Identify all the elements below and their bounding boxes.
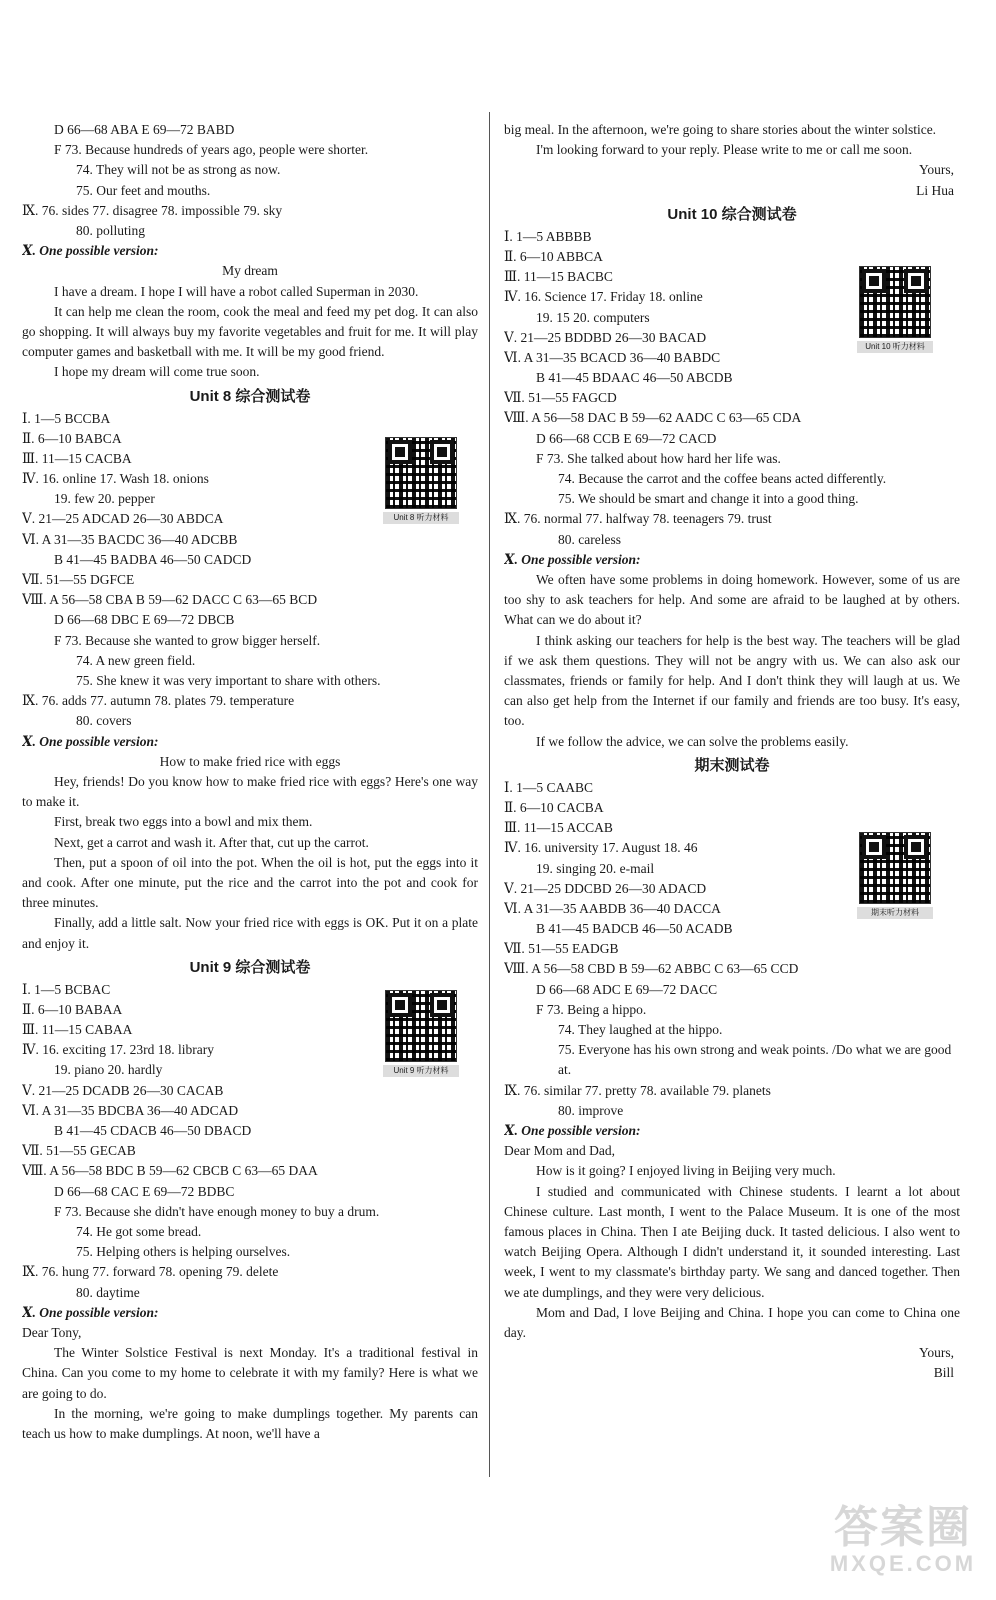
text-line: Then, put a spoon of oil into the pot. When the oil is hot, put the eggs into it and cook. After one minute, put the rice and the carrot into the pot and cook for three minutes. [22,854,478,911]
qr-caption: 期末听力材料 [857,907,933,919]
text-line: Ⅸ. 76. hung 77. forward 78. opening 79. delete [22,1264,279,1280]
text-line: Ⅱ. 6—10 ABBCA [504,248,603,264]
text-line: Ⅰ. 1—5 BCCBA [22,410,111,426]
text-line: Ⅴ. 21—25 DDCBD 26—30 ADACD [504,880,707,896]
text-line: Ⅷ. A 56—58 DAC B 59—62 AADC C 63—65 CDA [504,410,802,426]
text-line: Ⅳ. 16. Science 17. Friday 18. online [504,289,703,305]
text-line: I hope my dream will come true soon. [54,364,260,380]
text-line: D 66—68 ADC E 69—72 DACC [536,981,718,997]
text-line: 80. improve [558,1102,624,1118]
text-line: How to make fried rice with eggs [159,753,341,769]
text-line: Ⅴ. 21—25 DCADB 26—30 CACAB [22,1082,224,1098]
text-line: Dear Tony, [22,1324,82,1340]
text-line: F 73. Being a hippo. [536,1001,647,1017]
text-line: Ⅳ. 16. university 17. August 18. 46 [504,840,698,856]
text-line: 75. She knew it was very important to share with others. [76,672,381,688]
text-line: Next, get a carrot and wash it. After that, cut up the carrot. [54,834,369,850]
text-line: Ⅱ. 6—10 BABAA [22,1001,123,1017]
section-heading: Unit 9 综合测试卷 [189,958,311,976]
column-divider [489,112,490,1477]
text-line: We often have some problems in doing homework. However, some of us are too shy to ask teachers for help. And some are afraid to be laughed at by others. What can we do about it? [504,571,960,628]
text-line: 74. A new green field. [76,652,196,668]
text-line: 80. careless [558,531,621,547]
text-line: Ⅶ. 51—55 EADGB [504,941,619,957]
text-line: 80. covers [76,713,132,729]
qr-code-icon [859,266,931,338]
section-heading: Unit 10 综合测试卷 [667,205,797,223]
text-line: F 73. Because she didn't have enough money to buy a drum. [54,1203,380,1219]
text-line: Ⅰ. 1—5 ABBBB [504,228,592,244]
text-line: 75. We should be smart and change it into a good thing. [558,491,859,507]
text-line: Dear Mom and Dad, [504,1143,615,1159]
text-line: Ⅵ. A 31—35 BCACD 36—40 BABDC [504,349,721,365]
text-line: Ⅴ. 21—25 ADCAD 26—30 ABDCA [22,511,224,527]
text-line: B 41—45 BDAAC 46—50 ABCDB [536,370,733,386]
text-line: 74. They laughed at the hippo. [558,1022,723,1038]
text-line: 19. piano 20. hardly [54,1062,163,1078]
qr-code-unit9[interactable] [383,990,459,1078]
text-line: In the morning, we're going to make dumplings together. My parents can teach us how to make dumplings. At noon, we'll have a [22,1405,478,1441]
qr-code-icon [385,990,457,1062]
text-line: Ⅶ. 51—55 FAGCD [504,390,617,406]
text-line: Ⅸ. 76. adds 77. autumn 78. plates 79. temperature [22,693,295,709]
text-line: Ⅹ. One possible version: [22,243,159,259]
text-line: Ⅵ. A 31—35 BACDC 36—40 ADCBB [22,531,238,547]
text-line: Ⅹ. One possible version: [504,1123,641,1139]
qr-code-unit10[interactable] [857,266,933,354]
text-line: Ⅹ. One possible version: [504,551,641,567]
text-line: 75. Everyone has his own strong and weak points. /Do what we are good at. [558,1042,952,1078]
text-line: D 66—68 CAC E 69—72 BDBC [54,1183,235,1199]
text-line: Ⅱ. 6—10 BABCA [22,430,122,446]
qr-caption: Unit 10 听力材料 [857,341,933,353]
text-line: Ⅸ. 76. normal 77. halfway 78. teenagers 79. trust [504,511,772,527]
text-line: 80. polluting [76,222,146,238]
text-line: Ⅶ. 51—55 GECAB [22,1143,136,1159]
section-heading: Unit 8 综合测试卷 [189,387,311,405]
text-line: Yours, [918,162,954,178]
text-line: Ⅹ. One possible version: [22,1304,159,1320]
text-line: Ⅱ. 6—10 CACBA [504,799,604,815]
text-line: Ⅲ. 11—15 ACCAB [504,820,613,836]
text-line: Ⅰ. 1—5 CAABC [504,779,593,795]
text-line: I have a dream. I hope I will have a robot called Superman in 2030. [54,283,419,299]
text-line: Ⅷ. A 56—58 CBD B 59—62 ABBC C 63—65 CCD [504,961,799,977]
text-line: Ⅳ. 16. exciting 17. 23rd 18. library [22,1042,214,1058]
text-line: 74. He got some bread. [76,1223,202,1239]
text-line: Li Hua [916,182,954,198]
text-line: Ⅸ. 76. sides 77. disagree 78. impossible 79. sky [22,202,283,218]
text-line: Ⅲ. 11—15 CABAA [22,1022,133,1038]
text-line: Ⅲ. 11—15 CACBA [22,450,132,466]
text-line: B 41—45 BADBA 46—50 CADCD [54,551,252,567]
text-line: Yours, [918,1345,954,1361]
text-line: F 73. Because she wanted to grow bigger herself. [54,632,321,648]
text-line: The Winter Solstice Festival is next Monday. It's a traditional festival in China. Can you come to my home to celebrate it with my family? Here is what we are going to do. [22,1345,478,1401]
text-line: 75. Helping others is helping ourselves. [76,1244,291,1260]
text-line: D 66—68 CCB E 69—72 CACD [536,430,717,446]
text-line: I'm looking forward to your reply. Please write to me or call me soon. [536,142,913,158]
text-line: Ⅵ. A 31—35 AABDB 36—40 DACCA [504,900,721,916]
qr-code-icon [859,832,931,904]
text-line: 74. They will not be as strong as now. [76,162,281,178]
text-line: Ⅲ. 11—15 BACBC [504,269,613,285]
watermark-logo [828,1505,978,1580]
text-line: 80. daytime [76,1284,140,1300]
watermark-text: 答案圈 [834,1503,972,1552]
text-line: I studied and communicated with Chinese students. I learnt a lot about Chinese culture. Last month, I went to the Palace Museum. It is one of the most famous places in China. Then I ate Beijing duck. It tasted delicious. I also went to watch Beijing Opera. Although I didn't understand it, it sounded interesting. Last week, I went to my classmate's birthday party. We sang and danced together. Then we ate dumplings, and they were very delicious. [504,1183,960,1300]
text-line: If we follow the advice, we can solve the problems easily. [536,733,849,749]
watermark-url: MXQE.COM [829,1551,977,1576]
text-line: F 73. She talked about how hard her life was. [536,450,781,466]
text-line: First, break two eggs into a bowl and mix them. [54,814,313,830]
text-line: Finally, add a little salt. Now your fried rice with eggs is OK. Put it on a plate and enjoy it. [22,915,478,951]
text-line: How is it going? I enjoyed living in Beijing very much. [536,1163,836,1179]
text-line: I think asking our teachers for help is the best way. The teachers will be glad if we ask them questions. They will not be angry with us. We can also ask our classmates, friends or family for help. And I don't think they will laugh at us. We can also get help from the Internet if our family and friends are too busy. It's easy, too. [504,632,960,729]
text-line: Ⅶ. 51—55 DGFCE [22,572,135,588]
text-line: B 41—45 BADCB 46—50 ACADB [536,921,733,937]
text-line: Ⅷ. A 56—58 CBA B 59—62 DACC C 63—65 BCD [22,592,318,608]
text-line: 74. Because the carrot and the coffee beans acted differently. [558,471,887,487]
qr-code-icon [385,437,457,509]
text-line: 19. few 20. pepper [54,491,155,507]
text-line: 19. 15 20. computers [536,309,650,325]
text-line: 19. singing 20. e-mail [536,860,655,876]
text-line: Bill [933,1365,954,1381]
text-line: Ⅰ. 1—5 BCBAC [22,981,111,997]
text-line: Ⅵ. A 31—35 BDCBA 36—40 ADCAD [22,1102,239,1118]
text-line: Ⅸ. 76. similar 77. pretty 78. available 79. planets [504,1082,771,1098]
text-line: It can help me clean the room, cook the meal and feed my pet dog. It can also go shopping. It will always buy my favorite vegetables and fruit for me. It will play computer games and basketball with me. It will be my good friend. [22,303,478,360]
qr-caption: Unit 8 听力材料 [383,512,459,524]
text-line: F 73. Because hundreds of years ago, people were shorter. [54,142,369,158]
text-line: Hey, friends! Do you know how to make fried rice with eggs? Here's one way to make it. [22,773,478,810]
left-column [22,120,478,1444]
text-line: D 66—68 DBC E 69—72 DBCB [54,612,235,628]
text-line: Ⅳ. 16. online 17. Wash 18. onions [22,471,209,487]
text-line: Ⅹ. One possible version: [22,733,159,749]
section-heading: 期末测试卷 [694,756,770,774]
qr-caption: Unit 9 听力材料 [383,1065,459,1077]
text-line: B 41—45 CDACB 46—50 DBACD [54,1123,252,1139]
text-line: Mom and Dad, I love Beijing and China. I hope you can come to China one day. [504,1304,960,1341]
text-line: big meal. In the afternoon, we're going to share stories about the winter solstice. [504,122,937,137]
text-line: Ⅷ. A 56—58 BDC B 59—62 CBCB C 63—65 DAA [22,1163,318,1179]
text-line: D 66—68 ABA E 69—72 BABD [54,122,235,137]
text-line: 75. Our feet and mouths. [76,182,211,198]
text-line: My dream [222,263,278,279]
qr-code-final[interactable] [857,832,933,920]
text-line: Ⅴ. 21—25 BDDBD 26—30 BACAD [504,329,707,345]
qr-code-unit8[interactable] [383,437,459,525]
